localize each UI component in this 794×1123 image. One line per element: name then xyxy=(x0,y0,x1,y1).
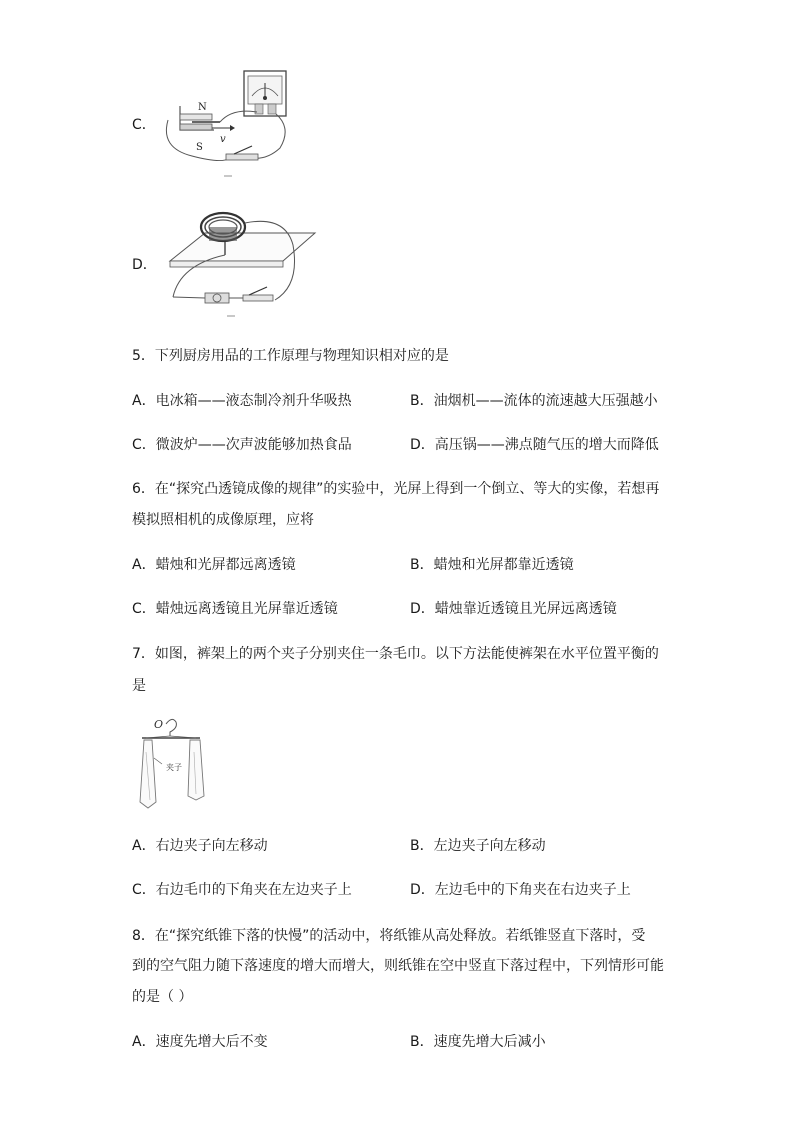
q6-stem-line2: 模拟照相机的成像原理，应将 xyxy=(132,512,314,528)
q7-stem-line2: 是 xyxy=(132,678,146,694)
q6-option-c: C．蜡烛远离透镜且光屏靠近透镜 xyxy=(132,601,338,617)
magnet-n-label: N xyxy=(198,102,207,113)
q5-option-a: A．电冰箱——液态制冷剂升华吸热 xyxy=(132,393,352,409)
q8-option-a: A．速度先增大后不变 xyxy=(132,1034,268,1050)
q6-option-a: A．蜡烛和光屏都远离透镜 xyxy=(132,557,296,573)
q4-option-c-label: C． xyxy=(132,117,156,133)
velocity-label: v xyxy=(220,134,226,145)
q4-option-c-figure xyxy=(162,68,302,183)
q7-figure xyxy=(132,712,212,812)
induction-apparatus-diagram xyxy=(162,68,302,183)
q8-stem-line1: 8．在“探究纸锥下落的快慢”的活动中，将纸锥从高处释放。若纸锥竖直下落时，受 xyxy=(132,928,646,944)
coil-circuit-diagram xyxy=(165,205,315,320)
magnet-s-label: S xyxy=(196,142,203,153)
q7-stem-line1: 7．如图，裤架上的两个夹子分别夹住一条毛巾。以下方法能使裤架在水平位置平衡的 xyxy=(132,646,659,662)
q7-option-c: C．右边毛巾的下角夹在左边夹子上 xyxy=(132,882,352,898)
clip-label: 夹子 xyxy=(166,763,182,772)
q8-stem-line2: 到的空气阻力随下落速度的增大而增大，则纸锥在空中竖直下落过程中，下列情形可能 xyxy=(132,958,664,974)
q5-option-d: D．高压锅——沸点随气压的增大而降低 xyxy=(410,437,659,453)
q5-option-c: C．微波炉——次声波能够加热食品 xyxy=(132,437,352,453)
q6-option-b: B．蜡烛和光屏都靠近透镜 xyxy=(410,557,574,573)
hanger-diagram xyxy=(132,712,212,812)
q7-option-d: D．左边毛中的下角夹在右边夹子上 xyxy=(410,882,631,898)
q5-stem: 5．下列厨房用品的工作原理与物理知识相对应的是 xyxy=(132,348,449,364)
q8-option-b: B．速度先增大后减小 xyxy=(410,1034,546,1050)
q7-option-b: B．左边夹子向左移动 xyxy=(410,838,546,854)
q6-stem-line1: 6．在“探究凸透镜成像的规律”的实验中，光屏上得到一个倒立、等大的实像，若想再 xyxy=(132,481,660,497)
q8-stem-line3: 的是（ ） xyxy=(132,989,193,1005)
q6-option-d: D．蜡烛靠近透镜且光屏远离透镜 xyxy=(410,601,617,617)
q4-option-d-label: D． xyxy=(132,257,157,273)
pivot-o-label: O xyxy=(154,718,164,731)
q7-option-a: A．右边夹子向左移动 xyxy=(132,838,268,854)
q4-option-d-figure xyxy=(165,205,315,320)
q5-option-b: B．油烟机——流体的流速越大压强越小 xyxy=(410,393,658,409)
